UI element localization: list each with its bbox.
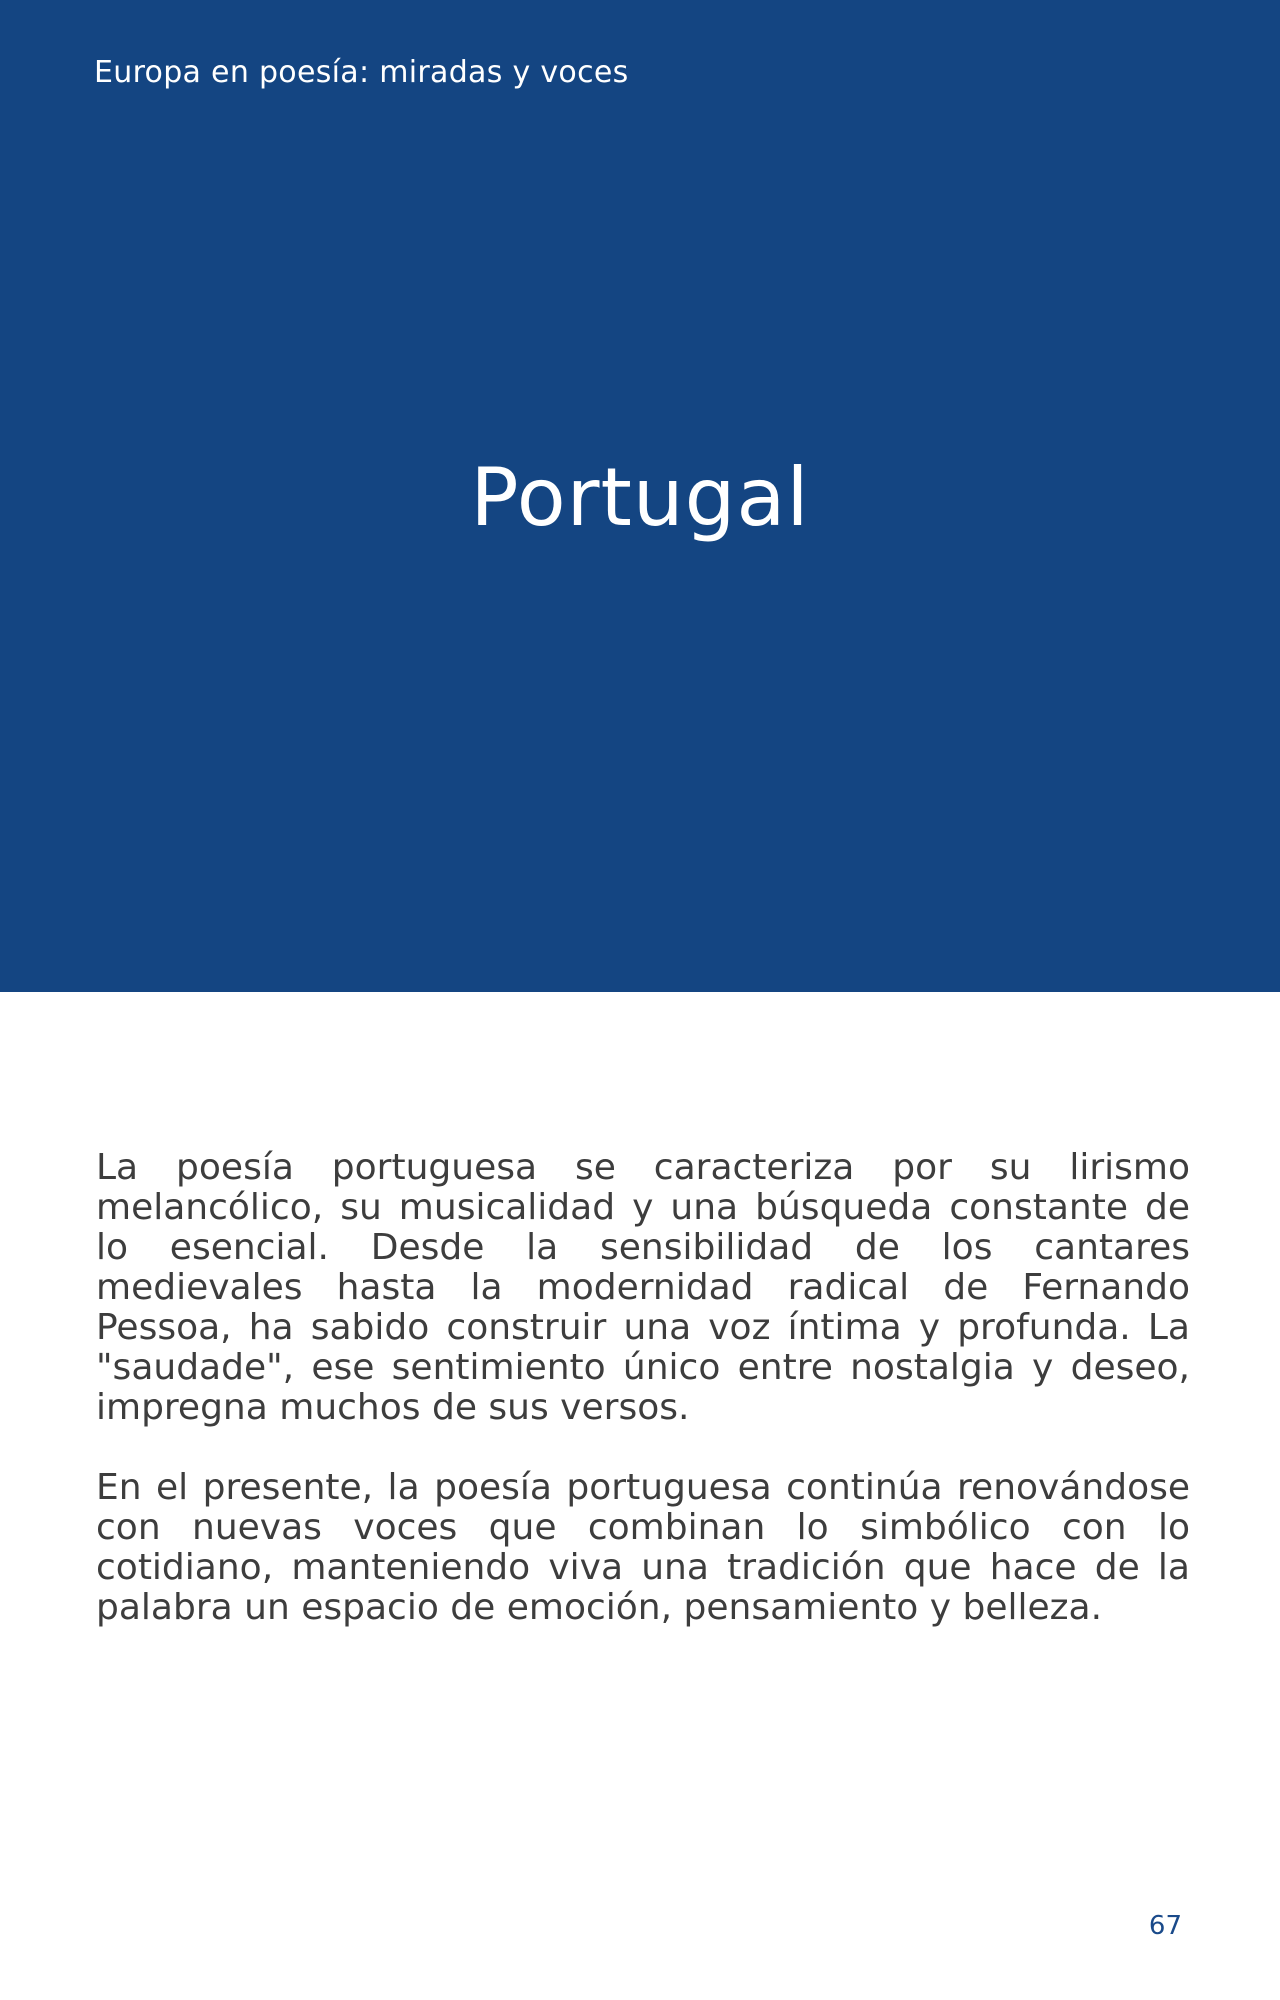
chapter-banner (0, 0, 1280, 992)
body-paragraph: La poesía portuguesa se caracteriza por su lirismo melancólico, su musicalidad y una búsqueda constante de lo esencial. Desde la sensibilidad de los cantares medievales hasta la modernidad radical de Fernando Pessoa, ha sabido construir una voz íntima y profunda. La "saudade", ese sentimiento único entre nostalgia y deseo, impregna muchos de sus versos. (96, 1147, 1190, 1428)
body-text (96, 1148, 1190, 1668)
running-header: Europa en poesía: miradas y voces (94, 55, 629, 90)
body-paragraph: En el presente, la poesía portuguesa continúa renovándose con nuevas voces que combinan lo simbólico con lo cotidiano, manteniendo viva una tradición que hace de la palabra un espacio de emoción, pensamiento y belleza. (96, 1467, 1190, 1628)
page-number: 67 (1148, 1911, 1182, 1941)
chapter-title: Portugal (470, 451, 810, 544)
